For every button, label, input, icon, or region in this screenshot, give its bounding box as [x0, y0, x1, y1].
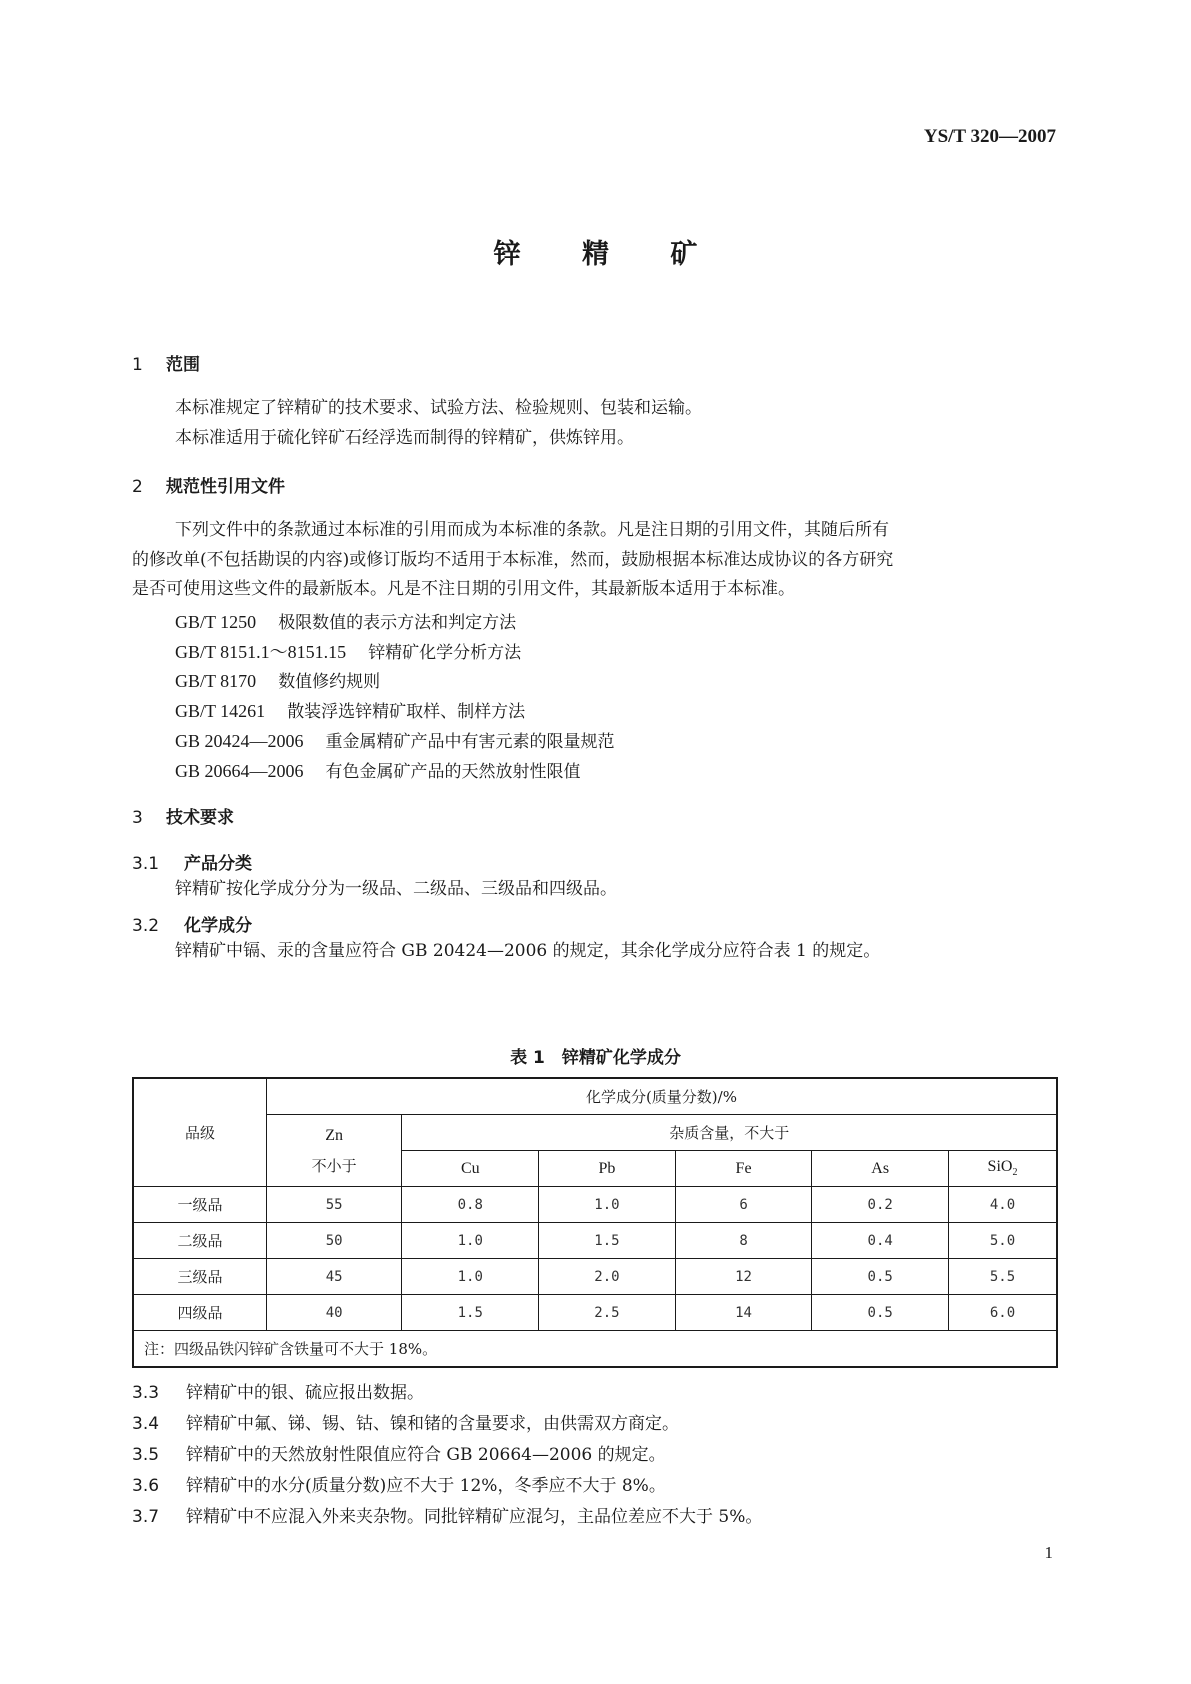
reference-item — [175, 608, 516, 633]
clause-number: 3.7 — [132, 1507, 160, 1527]
sio2-cell: 6.0 — [949, 1295, 1057, 1331]
header-cu: Cu — [402, 1151, 539, 1187]
zn-label: Zn — [325, 1126, 344, 1144]
zn-cell: 50 — [266, 1223, 402, 1259]
table-note: 注：四级品铁闪锌矿含铁量可不大于 18%。 — [133, 1331, 1057, 1368]
paragraph: 本标准规定了锌精矿的技术要求、试验方法、检验规则、包装和运输。 — [175, 398, 702, 418]
as-cell: 0.2 — [812, 1187, 949, 1223]
zn-cell: 55 — [266, 1187, 402, 1223]
reference-title: 锌精矿化学分析方法 — [368, 643, 522, 663]
reference-code: GB/T 8170 — [175, 671, 257, 691]
grade-cell: 二级品 — [133, 1223, 266, 1259]
section-2-heading — [132, 472, 285, 497]
section-title: 技术要求 — [166, 808, 234, 828]
as-cell: 0.5 — [812, 1259, 949, 1295]
grade-cell: 一级品 — [133, 1187, 266, 1223]
reference-title: 重金属精矿产品中有害元素的限量规范 — [325, 732, 615, 752]
subsection-3-2-heading — [132, 911, 252, 936]
clause-3-4 — [132, 1409, 679, 1434]
as-cell: 0.4 — [812, 1223, 949, 1259]
clause-text: 锌精矿中的银、硫应报出数据。 — [186, 1383, 424, 1403]
subsection-number: 3.1 — [132, 854, 160, 874]
header-grade: 品级 — [133, 1078, 266, 1187]
zn-cell: 45 — [266, 1259, 402, 1295]
pb-cell: 1.0 — [539, 1187, 676, 1223]
header-fe: Fe — [675, 1151, 812, 1187]
reference-title: 极限数值的表示方法和判定方法 — [278, 613, 517, 633]
reference-title: 有色金属矿产品的天然放射性限值 — [325, 762, 581, 782]
reference-code: GB/T 8151.1～8151.15 — [175, 642, 347, 662]
sio2-cell: 5.0 — [949, 1223, 1057, 1259]
grade-cell: 四级品 — [133, 1295, 266, 1331]
section-1-heading — [132, 350, 200, 375]
reference-code: GB/T 14261 — [175, 701, 266, 721]
section-3-heading — [132, 803, 234, 828]
clause-number: 3.5 — [132, 1445, 160, 1465]
reference-item — [175, 667, 380, 692]
zn-cell: 40 — [266, 1295, 402, 1331]
paragraph: 锌精矿中镉、汞的含量应符合 GB 20424—2006 的规定，其余化学成分应符合表 1 的规定。 — [175, 941, 881, 961]
fe-cell: 12 — [675, 1259, 812, 1295]
table-row — [133, 1259, 1057, 1295]
clause-3-5 — [132, 1440, 666, 1465]
clause-text: 锌精矿中氟、锑、锡、钴、镍和锗的含量要求，由供需双方商定。 — [186, 1414, 679, 1434]
sio2-label: SiO — [987, 1158, 1013, 1176]
clause-3-3 — [132, 1378, 424, 1403]
zn-min-label: 不小于 — [311, 1156, 357, 1175]
header-as: As — [812, 1151, 949, 1187]
clause-number: 3.3 — [132, 1383, 160, 1403]
clause-number: 3.4 — [132, 1414, 160, 1434]
subsection-title: 化学成分 — [184, 916, 252, 936]
table-row — [133, 1223, 1057, 1259]
sio2-cell: 5.5 — [949, 1259, 1057, 1295]
subsection-3-1-heading — [132, 849, 252, 874]
section-title: 范围 — [166, 355, 200, 375]
subsection-title: 产品分类 — [184, 854, 252, 874]
clause-text: 锌精矿中的水分(质量分数)应不大于 12%，冬季应不大于 8%。 — [186, 1476, 666, 1496]
chemical-composition-table — [132, 1077, 1058, 1368]
header-impurity: 杂质含量，不大于 — [402, 1115, 1057, 1151]
fe-cell: 8 — [675, 1223, 812, 1259]
header-pb: Pb — [539, 1151, 676, 1187]
reference-item — [175, 697, 525, 722]
pb-cell: 1.5 — [539, 1223, 676, 1259]
paragraph: 下列文件中的条款通过本标准的引用而成为本标准的条款。凡是注日期的引用文件，其随后所有 — [175, 520, 889, 540]
pb-cell: 2.0 — [539, 1259, 676, 1295]
as-cell: 0.5 — [812, 1295, 949, 1331]
sio2-subscript: 2 — [1012, 1167, 1018, 1179]
page-number: 1 — [1044, 1543, 1053, 1562]
paragraph: 本标准适用于硫化锌矿石经浮选而制得的锌精矿，供炼锌用。 — [175, 428, 634, 448]
table-row — [133, 1295, 1057, 1331]
section-number: 2 — [132, 477, 143, 497]
paragraph-continued: 是否可使用这些文件的最新版本。凡是不注日期的引用文件，其最新版本适用于本标准。 — [132, 579, 795, 599]
clause-number: 3.6 — [132, 1476, 160, 1496]
header-zn — [266, 1115, 402, 1187]
reference-title: 数值修约规则 — [278, 672, 381, 692]
section-number: 3 — [132, 808, 143, 828]
table-caption: 表 1 锌精矿化学成分 — [510, 1048, 681, 1068]
table-row — [133, 1187, 1057, 1223]
cu-cell: 1.5 — [402, 1295, 539, 1331]
cu-cell: 1.0 — [402, 1259, 539, 1295]
reference-title: 散装浮选锌精矿取样、制样方法 — [287, 702, 526, 722]
grade-cell: 三级品 — [133, 1259, 266, 1295]
paragraph: 锌精矿按化学成分分为一级品、二级品、三级品和四级品。 — [175, 879, 617, 899]
reference-item — [175, 757, 581, 782]
header-sio2 — [949, 1151, 1057, 1187]
cu-cell: 1.0 — [402, 1223, 539, 1259]
cu-cell: 0.8 — [402, 1187, 539, 1223]
clause-text: 锌精矿中的天然放射性限值应符合 GB 20664—2006 的规定。 — [186, 1445, 666, 1465]
clause-text: 锌精矿中不应混入外来夹杂物。同批锌精矿应混匀，主品位差应不大于 5%。 — [186, 1507, 763, 1527]
document-title: 锌 精 矿 — [493, 239, 724, 270]
header-composition: 化学成分(质量分数)/% — [266, 1078, 1057, 1115]
fe-cell: 14 — [675, 1295, 812, 1331]
fe-cell: 6 — [675, 1187, 812, 1223]
reference-code: GB 20424—2006 — [175, 731, 304, 751]
subsection-number: 3.2 — [132, 916, 160, 936]
section-number: 1 — [132, 355, 143, 375]
reference-code: GB/T 1250 — [175, 612, 257, 632]
section-title: 规范性引用文件 — [166, 477, 285, 497]
sio2-cell: 4.0 — [949, 1187, 1057, 1223]
reference-item — [175, 638, 521, 664]
reference-item — [175, 727, 615, 752]
clause-3-6 — [132, 1471, 666, 1496]
reference-code: GB 20664—2006 — [175, 761, 304, 781]
pb-cell: 2.5 — [539, 1295, 676, 1331]
standard-code: YS/T 320—2007 — [923, 126, 1056, 147]
paragraph-continued: 的修改单(不包括勘误的内容)或修订版均不适用于本标准，然而，鼓励根据本标准达成协议的各方研究 — [132, 550, 894, 570]
clause-3-7 — [132, 1502, 762, 1527]
